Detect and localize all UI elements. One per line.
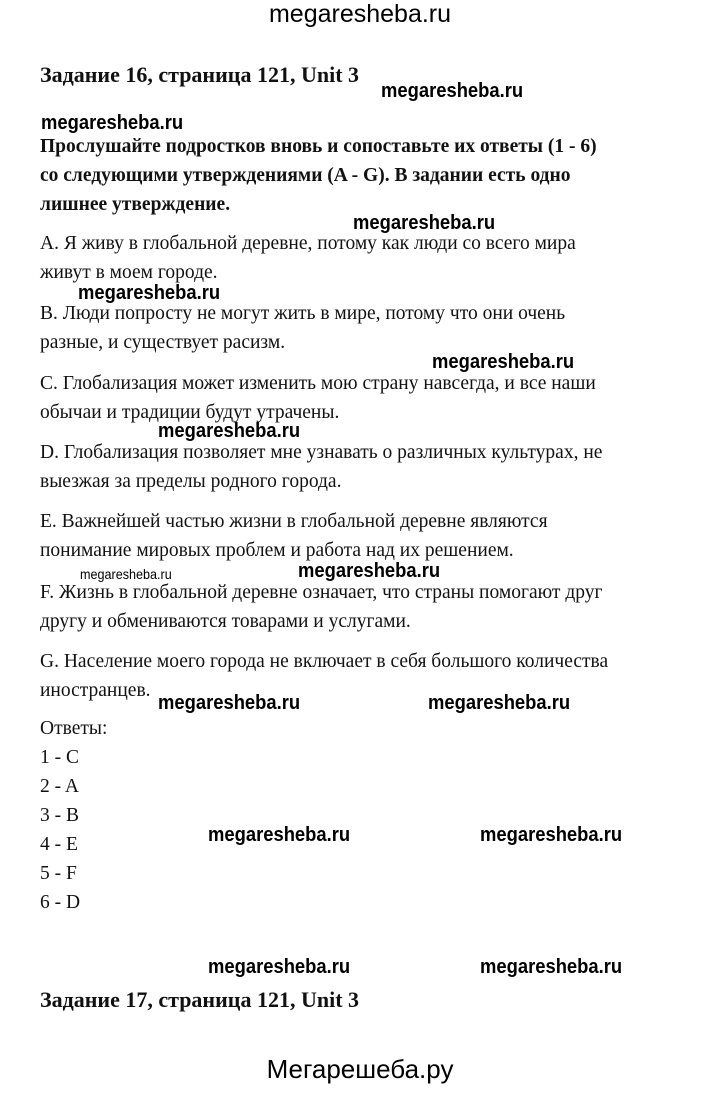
statement-g: G. Население моего города не включает в себя большого количества — [40, 651, 609, 672]
statement-e: E. Важнейшей частью жизни в глобальной деревне являются — [40, 511, 548, 532]
watermark: megaresheba.ru — [353, 212, 496, 234]
statement-a: A. Я живу в глобальной деревне, потому как люди со всего мира — [40, 233, 576, 254]
task-17-title: Задание 17, страница 121, Unit 3 — [40, 987, 360, 1012]
watermark: megaresheba.ru — [208, 824, 351, 846]
watermark: megaresheba.ru — [158, 692, 301, 714]
watermark: megaresheba.ru — [158, 420, 301, 442]
watermark: megaresheba.ru — [432, 351, 575, 373]
watermark: megaresheba.ru — [480, 824, 623, 846]
watermark: megaresheba.ru — [428, 692, 571, 714]
statement-d: D. Глобализация позволяет мне узнавать о различных культурах, не — [40, 442, 603, 463]
answer-item: 5 - F — [40, 863, 77, 884]
statement-f-cont: другу и обмениваются товарами и услугами. — [40, 611, 411, 632]
statement-f: F. Жизнь в глобальной деревне означает, что страны помогают друг — [40, 582, 603, 603]
task-16-title: Задание 16, страница 121, Unit 3 — [40, 62, 360, 87]
statement-a-cont: живут в моем городе. — [40, 262, 218, 283]
statement-c-cont: обычаи и традиции будут утрачены. — [40, 402, 340, 423]
watermark: megaresheba.ru — [41, 112, 184, 134]
answer-item: 1 - C — [40, 747, 79, 768]
answers-label: Ответы: — [40, 718, 108, 739]
statement-b: B. Люди попросту не могут жить в мире, потому что они очень — [40, 303, 566, 324]
instruction-line: Прослушайте подростков вновь и сопоставьте их ответы (1 - 6) — [40, 136, 597, 157]
answer-item: 3 - B — [40, 805, 79, 826]
watermark: megaresheba.ru — [381, 80, 524, 102]
answer-item: 4 - E — [40, 834, 78, 855]
statement-e-cont: понимание мировых проблем и работа над их решением. — [40, 540, 514, 561]
watermark: megaresheba.ru — [208, 956, 351, 978]
watermark-small: megaresheba.ru — [80, 566, 172, 582]
statement-c: C. Глобализация может изменить мою страну навсегда, и все наши — [40, 373, 596, 394]
statement-d-cont: выезжая за пределы родного города. — [40, 471, 342, 492]
statement-g-cont: иностранцев. — [40, 680, 151, 701]
watermark: megaresheba.ru — [78, 282, 221, 304]
statement-b-cont: разные, и существует расизм. — [40, 332, 286, 353]
instruction-line: лишнее утверждение. — [40, 194, 231, 215]
answer-item: 6 - D — [40, 892, 81, 913]
watermark-bottom: Мегарешеба.ру — [266, 1054, 454, 1084]
watermark-top: megaresheba.ru — [268, 0, 452, 28]
answer-item: 2 - A — [40, 776, 79, 797]
instruction-line: со следующими утверждениями (A - G). В задании есть одно — [40, 165, 571, 186]
watermark: megaresheba.ru — [480, 956, 623, 978]
watermark: megaresheba.ru — [298, 560, 441, 582]
